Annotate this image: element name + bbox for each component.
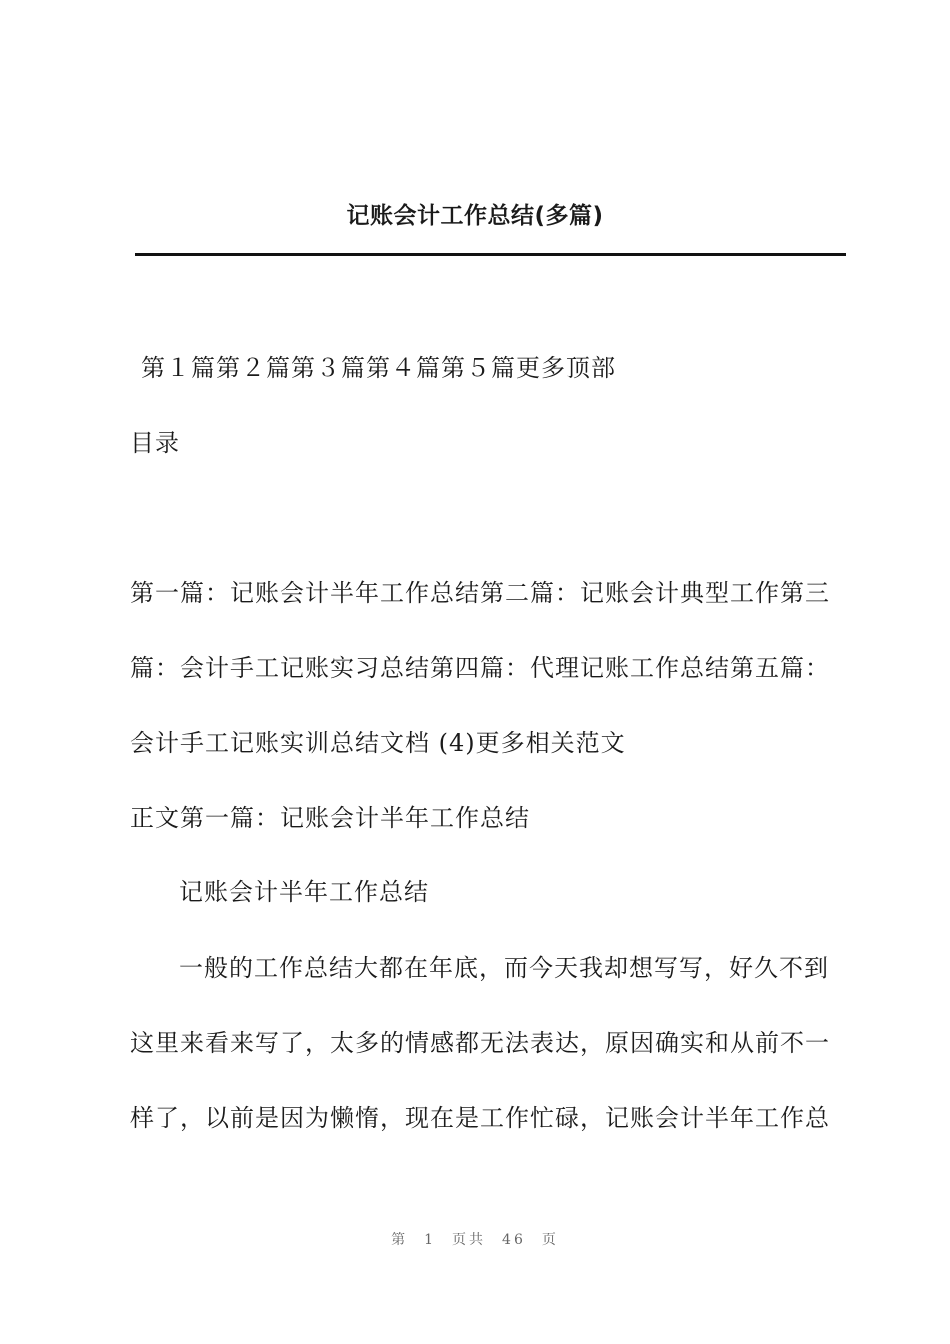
footer-total-pages: 46 xyxy=(502,1232,526,1248)
toc-heading: 目录 xyxy=(130,429,180,457)
footer-mid: 页共 xyxy=(452,1232,487,1248)
section-title: 记账会计半年工作总结 xyxy=(179,878,429,906)
title-divider xyxy=(135,253,846,256)
paragraph-line-1: 一般的工作总结大都在年底，而今天我却想写写，好久不到 xyxy=(179,954,829,982)
toc-line-1: 第一篇：记账会计半年工作总结第二篇：记账会计典型工作第三 xyxy=(130,579,830,607)
footer-suffix: 页 xyxy=(541,1232,559,1248)
paragraph-line-3: 样了，以前是因为懒惰，现在是工作忙碌，记账会计半年工作总 xyxy=(130,1104,830,1132)
body-heading: 正文第一篇：记账会计半年工作总结 xyxy=(130,804,530,832)
document-title: 记账会计工作总结(多篇) xyxy=(346,203,604,229)
footer-prefix: 第 xyxy=(391,1232,409,1248)
toc-line-2: 篇：会计手工记账实习总结第四篇：代理记账工作总结第五篇： xyxy=(130,654,830,682)
section-nav-links[interactable]: 第１篇第２篇第３篇第４篇第５篇更多顶部 xyxy=(141,354,616,382)
toc-line-3: 会计手工记账实训总结文档 (4)更多相关范文 xyxy=(130,729,626,757)
footer-page-number: 1 xyxy=(424,1232,437,1248)
paragraph-line-2: 这里来看来写了，太多的情感都无法表达，原因确实和从前不一 xyxy=(130,1029,830,1057)
page-footer xyxy=(0,1229,950,1249)
